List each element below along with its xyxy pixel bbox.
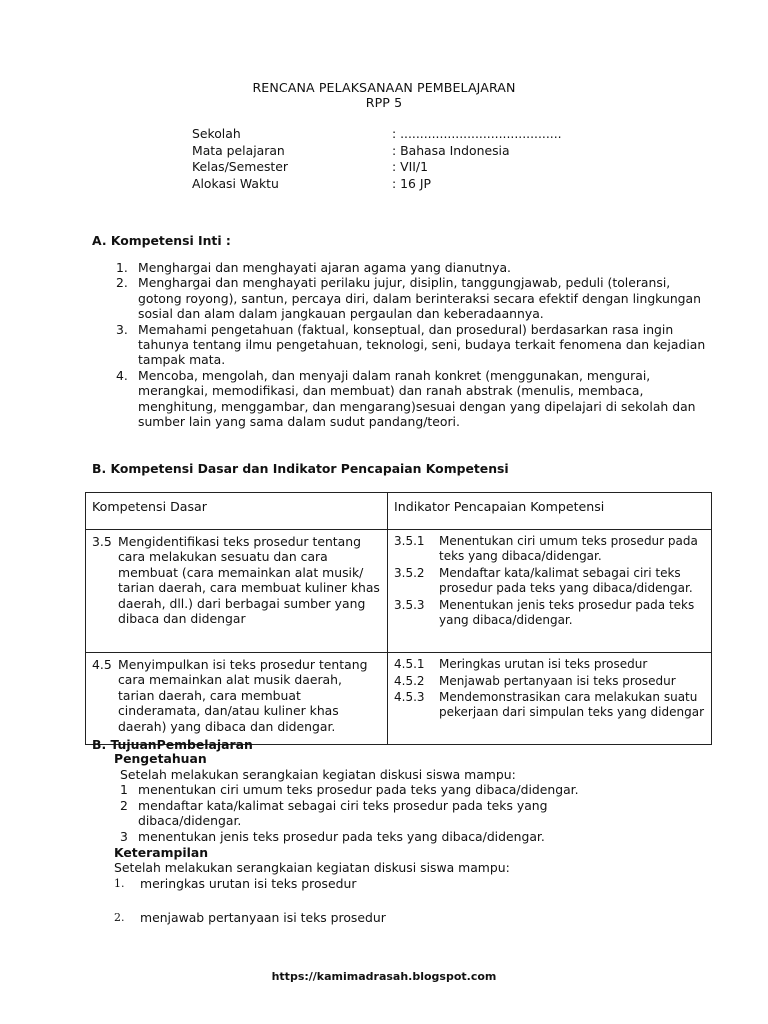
list-number: 1. xyxy=(116,260,128,275)
identity-block xyxy=(192,126,632,192)
indicator-item xyxy=(394,657,705,672)
section-b-heading: B. Kompetensi Dasar dan Indikator Pencapaian Kompetensi xyxy=(92,461,509,476)
list-number: 2. xyxy=(114,911,125,925)
indicator-item xyxy=(394,566,705,595)
list-number: 4. xyxy=(116,367,128,383)
section-a-heading: A. Kompetensi Inti : xyxy=(92,233,231,248)
indicator-cell xyxy=(388,530,712,653)
kd-number: 3.5 xyxy=(92,534,112,549)
list-item xyxy=(116,368,706,430)
skills-subheading: Keterampilan xyxy=(114,844,209,860)
indicator-item xyxy=(394,534,705,563)
info-row-class xyxy=(192,159,632,176)
info-value: : 16 JP xyxy=(392,175,431,191)
section-c-heading: B. TujuanPembelajaran xyxy=(92,737,253,752)
list-item xyxy=(114,876,714,892)
indicator-number: 4.5.3 xyxy=(394,690,425,705)
info-label: Sekolah xyxy=(192,126,241,141)
table-row xyxy=(86,530,712,653)
knowledge-subheading: Pengetahuan xyxy=(114,751,207,766)
info-label: Alokasi Waktu xyxy=(192,175,279,191)
list-item xyxy=(116,260,706,275)
list-text: menentukan jenis teks prosedur pada teks yang dibaca/didengar. xyxy=(138,828,545,844)
learning-objectives xyxy=(114,751,714,926)
indicator-text: Meringkas urutan isi teks prosedur xyxy=(439,657,648,671)
list-number: 2. xyxy=(116,275,128,291)
info-label: Mata pelajaran xyxy=(192,142,285,158)
info-label: Kelas/Semester xyxy=(192,159,289,175)
indicator-item xyxy=(394,674,705,689)
info-value: : ......................................... xyxy=(392,126,562,141)
footer-url: https://kamimadrasah.blogspot.com xyxy=(271,970,497,983)
info-row-subject xyxy=(192,143,632,160)
list-text: mendaftar kata/kalimat sebagai ciri teks prosedur pada teks yang dibaca/didengar. xyxy=(138,797,548,829)
indicator-item xyxy=(394,690,705,719)
indicator-number: 4.5.1 xyxy=(394,657,425,671)
list-item xyxy=(114,798,714,829)
table-row xyxy=(86,653,712,745)
list-item xyxy=(116,322,706,368)
info-value: : VII/1 xyxy=(392,159,428,175)
indicator-text: Mendaftar kata/kalimat sebagai ciri teks prosedur pada teks yang dibaca/didengar. xyxy=(439,566,693,595)
list-text: Memahami pengetahuan (faktual, konseptual, dan prosedural) berdasarkan rasa ingin tahunya tentang ilmu pengetahuan, teknologi, seni, budaya terkait fenomena dan kejadian tampak mata. xyxy=(138,321,706,368)
indicator-number: 3.5.3 xyxy=(394,598,425,613)
skills-intro: Setelah melakukan serangkaian kegiatan diskusi siswa mampu: xyxy=(114,860,510,876)
core-competency-list xyxy=(116,260,706,429)
info-row-school xyxy=(192,126,632,143)
list-number: 3 xyxy=(120,828,128,844)
list-item xyxy=(114,829,714,845)
indicator-number: 4.5.2 xyxy=(394,673,425,688)
list-text: meringkas urutan isi teks prosedur xyxy=(140,875,357,891)
indicator-number: 3.5.2 xyxy=(394,566,425,581)
list-number: 1 xyxy=(120,782,128,798)
kd-number: 4.5 xyxy=(92,657,112,672)
list-item xyxy=(114,782,714,798)
list-item xyxy=(116,275,706,321)
list-text: Mencoba, mengolah, dan menyaji dalam ranah konkret (menggunakan, mengurai, merangkai, memodifikasi, dan membuat) dan ranah abstrak (menulis, membaca, menghitung, menggambar, dan mengarang)sesuai dengan yang dipelajari di sekolah dan sumber lain yang sama dalam sudut pandang/teori. xyxy=(138,367,696,430)
indicator-text: Menjawab pertanyaan isi teks prosedur xyxy=(439,673,676,688)
kd-cell xyxy=(86,653,388,745)
table-header-row xyxy=(86,493,712,530)
list-item xyxy=(114,910,714,926)
list-number: 2 xyxy=(120,797,128,813)
column-header-kd: Kompetensi Dasar xyxy=(86,493,388,530)
indicator-text: Menentukan ciri umum teks prosedur pada teks yang dibaca/didengar. xyxy=(439,534,698,563)
list-text: menjawab pertanyaan isi teks prosedur xyxy=(140,910,386,926)
list-text: Menghargai dan menghayati perilaku jujur, disiplin, tanggungjawab, peduli (toleransi, gotong royong), santun, percaya diri, dalam berinteraksi secara efektif dengan lingkungan sosial dan alam dalam jangkauan pergaulan dan keberadaannya. xyxy=(138,275,701,322)
indicator-text: Mendemonstrasikan cara melakukan suatu pekerjaan dari simpulan teks yang didengar xyxy=(439,690,705,719)
kd-cell xyxy=(86,530,388,653)
competency-table xyxy=(85,492,712,745)
info-value: : Bahasa Indonesia xyxy=(392,142,510,158)
indicator-item xyxy=(394,598,705,627)
kd-text: Menyimpulkan isi teks prosedur tentang cara memainkan alat musik daerah, tarian daerah, cara membuat cinderamata, dan/atau kuliner khas daerah) yang dibaca dan didengar. xyxy=(118,657,368,734)
list-number: 3. xyxy=(116,321,128,337)
document-title: RENCANA PELAKSANAAN PEMBELAJARAN xyxy=(252,80,516,95)
list-text: Menghargai dan menghayati ajaran agama yang dianutnya. xyxy=(138,260,511,275)
kd-text: Mengidentifikasi teks prosedur tentang cara melakukan sesuatu dan cara membuat (cara memainkan alat musik/ tarian daerah, cara membuat kuliner khas daerah, dll.) dari berbagai sumber yang dibaca dan didengar xyxy=(118,534,380,627)
knowledge-intro: Setelah melakukan serangkaian kegiatan diskusi siswa mampu: xyxy=(120,766,516,782)
info-row-time xyxy=(192,176,632,193)
list-number: 1. xyxy=(114,876,125,890)
indicator-cell xyxy=(388,653,712,745)
column-header-indicator: Indikator Pencapaian Kompetensi xyxy=(388,493,712,530)
indicator-number: 3.5.1 xyxy=(394,534,425,548)
document-subtitle: RPP 5 xyxy=(365,95,403,110)
indicator-text: Menentukan jenis teks prosedur pada teks yang dibaca/didengar. xyxy=(439,598,695,627)
list-text: menentukan ciri umum teks prosedur pada teks yang dibaca/didengar. xyxy=(138,782,579,798)
